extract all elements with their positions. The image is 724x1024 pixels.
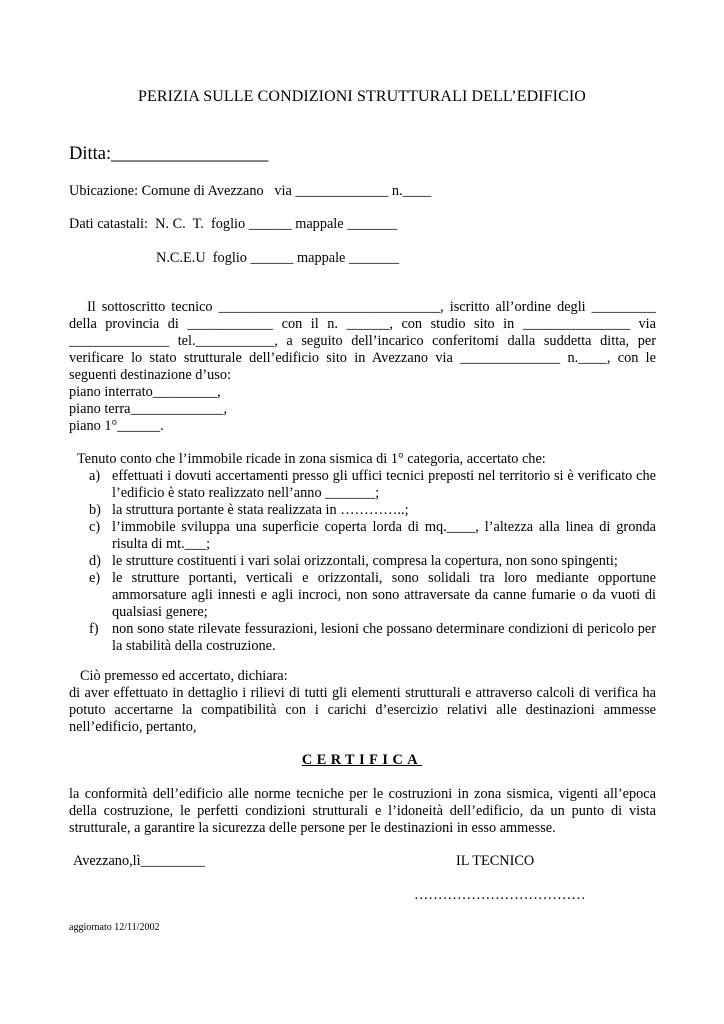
intro-line-2: della provincia di ____________ con il n. ______, con studio sito in _______________ via xyxy=(69,316,656,332)
dichiara-text: di aver effettuato in dettaglio i rilievi di tutti gli elementi strutturali e attraverso calcoli di verifica ha potuto accertarne la compatibilità con i carichi d’esercizio relativi alle destinazioni ammesse nell’edificio, pertanto, xyxy=(69,685,656,735)
list-item xyxy=(69,502,656,519)
list-item xyxy=(69,553,656,570)
intro-line-3: ______________ tel.___________, a seguito dell’incarico conferitomi dalla suddetta ditta, per xyxy=(69,333,656,349)
accertamenti-list xyxy=(69,468,656,655)
dati-catastali-nct-line: Dati catastali: N. C. T. foglio ______ mappale _______ xyxy=(69,216,398,232)
list-item xyxy=(69,570,656,621)
list-item-label: f) xyxy=(89,621,99,637)
document-title: PERIZIA SULLE CONDIZIONI STRUTTURALI DELL’EDIFICIO xyxy=(138,88,586,105)
piano-primo-line: piano 1°______. xyxy=(69,418,164,434)
intro-line-1: Il sottoscritto tecnico _______________________________, iscritto all’ordine degli _________ xyxy=(87,299,656,315)
list-item-text: effettuati i dovuti accertamenti presso gli uffici tecnici preposti nel territorio si è verificato che l’edificio è stato realizzato nell’anno _______; xyxy=(112,468,656,501)
cio-premesso-line: Ciò premesso ed accertato, dichiara: xyxy=(80,668,288,684)
dichiara-paragraph xyxy=(69,685,656,736)
certifica-text: la conformità dell’edificio alle norme tecniche per le costruzioni in zona sismica, vigenti all’epoca della costruzione, le perfetti condizioni strutturali e l’idoneità dell’edificio, da un punto di vista strutturale, a garantire la sicurezza delle persone per le destinazioni in esso ammesse. xyxy=(69,786,656,836)
intro-paragraph xyxy=(69,299,656,435)
il-tecnico-label: IL TECNICO xyxy=(456,853,535,869)
list-item-text: le strutture costituenti i vari solai orizzontali, compresa la copertura, non sono spingenti; xyxy=(112,553,618,569)
list-item-text: l’immobile sviluppa una superficie coperta lorda di mq.____, l’altezza alla linea di gronda risulta di mt.___; xyxy=(112,519,656,552)
list-item xyxy=(69,621,656,655)
aggiornato-date: aggiornato 12/11/2002 xyxy=(69,922,160,933)
certifica-paragraph xyxy=(69,786,656,837)
list-item xyxy=(69,468,656,502)
list-item-text: le strutture portanti, verticali e orizzontali, sono solidali tra loro mediante opportune ammorsature agli innesti e agli incroci, non sono attraversate da canne fumarie o da vuoti di qualsiasi genere; xyxy=(112,570,656,620)
piano-terra-line: piano terra_____________, xyxy=(69,401,228,417)
tenuto-conto-line: Tenuto conto che l’immobile ricade in zona sismica di 1° categoria, accertato che: xyxy=(77,451,546,467)
ubicazione-line: Ubicazione: Comune di Avezzano via _____________ n.____ xyxy=(69,183,432,199)
intro-line-5: seguenti destinazione d’uso: xyxy=(69,367,231,383)
certifica-heading: CERTIFICA xyxy=(301,752,423,768)
luogo-data-line: Avezzano,lì_________ xyxy=(73,853,205,869)
list-item-text: non sono state rilevate fessurazioni, lesioni che possano determinare condizioni di pericolo per la stabilità della costruzione. xyxy=(112,621,656,654)
intro-line-4: verificare lo stato strutturale dell’edificio sito in Avezzano via ______________ n.____, con le xyxy=(69,350,656,366)
list-item-label: e) xyxy=(89,570,101,586)
ditta-field: Ditta:_________________ xyxy=(69,144,269,164)
list-item-label: a) xyxy=(89,468,101,484)
list-item xyxy=(69,519,656,553)
list-item-label: d) xyxy=(89,553,101,569)
list-item-label: b) xyxy=(89,502,101,518)
list-item-text: la struttura portante è stata realizzata in …………..; xyxy=(112,502,409,518)
list-item-label: c) xyxy=(89,519,101,535)
signature-line: ……………………………… xyxy=(414,887,586,903)
piano-interrato-line: piano interrato_________, xyxy=(69,384,221,400)
dati-catastali-nceu-line: N.C.E.U foglio ______ mappale _______ xyxy=(156,250,400,266)
